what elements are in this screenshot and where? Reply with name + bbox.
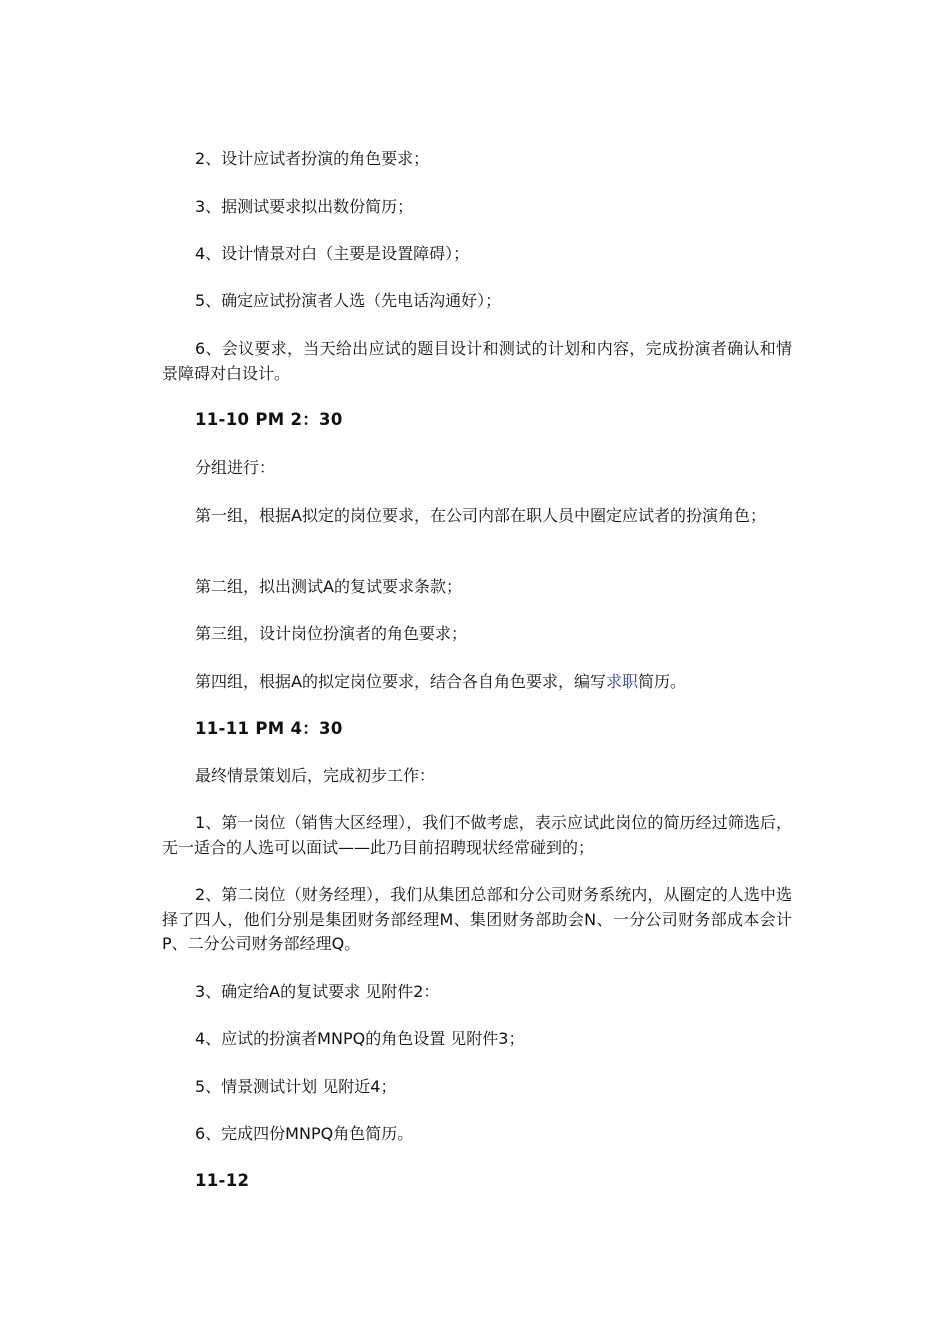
paragraph-text: 简历。 bbox=[637, 672, 686, 691]
list-item: 4、设计情景对白（主要是设置障碍）； bbox=[195, 244, 470, 263]
paragraph: 分组进行： bbox=[195, 458, 276, 477]
qiuzhi-link[interactable]: 求职 bbox=[605, 672, 638, 691]
list-item: 1、第一岗位（销售大区经理），我们不做考虑，表示应试此岗位的简历经过筛选后，无一适合的人选可以面试——此乃目前招聘现状经常碰到的； bbox=[162, 813, 792, 857]
paragraph-text: 第四组，根据A的拟定岗位要求，结合各自角色要求，编写 bbox=[195, 672, 606, 691]
list-item: 6、会议要求，当天给出应试的题目设计和测试的计划和内容，完成扮演者确认和情景障碍对白设计。 bbox=[162, 339, 792, 383]
list-item: 5、确定应试扮演者人选（先电话沟通好）； bbox=[195, 291, 502, 310]
list-item: 第一组，根据A拟定的岗位要求，在公司内部在职人员中圈定应试者的扮演角色； bbox=[195, 506, 766, 525]
list-item: 2、第二岗位（财务经理），我们从集团总部和分公司财务系统内，从圈定的人选中选择了四人，他们分别是集团财务部经理M、集团财务部助会N、一分公司财务部成本会计P、二分公司财务部经理Q。 bbox=[162, 885, 792, 953]
list-item: 第二组，拟出测试A的复试要求条款； bbox=[195, 577, 462, 596]
paragraph: 最终情景策划后，完成初步工作： bbox=[195, 766, 436, 785]
list-item: 6、完成四份MNPQ角色简历。 bbox=[195, 1124, 414, 1143]
section-heading: 11-10 PM 2：30 bbox=[195, 410, 343, 429]
list-item bbox=[162, 670, 792, 695]
list-item: 3、确定给A的复试要求 见附件2： bbox=[195, 982, 440, 1001]
list-item: 2、设计应试者扮演的角色要求； bbox=[195, 149, 430, 168]
list-item: 3、据测试要求拟出数份简历； bbox=[195, 197, 414, 216]
list-item: 4、应试的扮演者MNPQ的角色设置 见附件3； bbox=[195, 1029, 525, 1048]
section-heading: 11-11 PM 4：30 bbox=[195, 719, 343, 738]
list-item: 第三组，设计岗位扮演者的角色要求； bbox=[195, 624, 468, 643]
section-heading: 11-12 bbox=[195, 1171, 250, 1190]
list-item: 5、情景测试计划 见附近4； bbox=[195, 1077, 397, 1096]
